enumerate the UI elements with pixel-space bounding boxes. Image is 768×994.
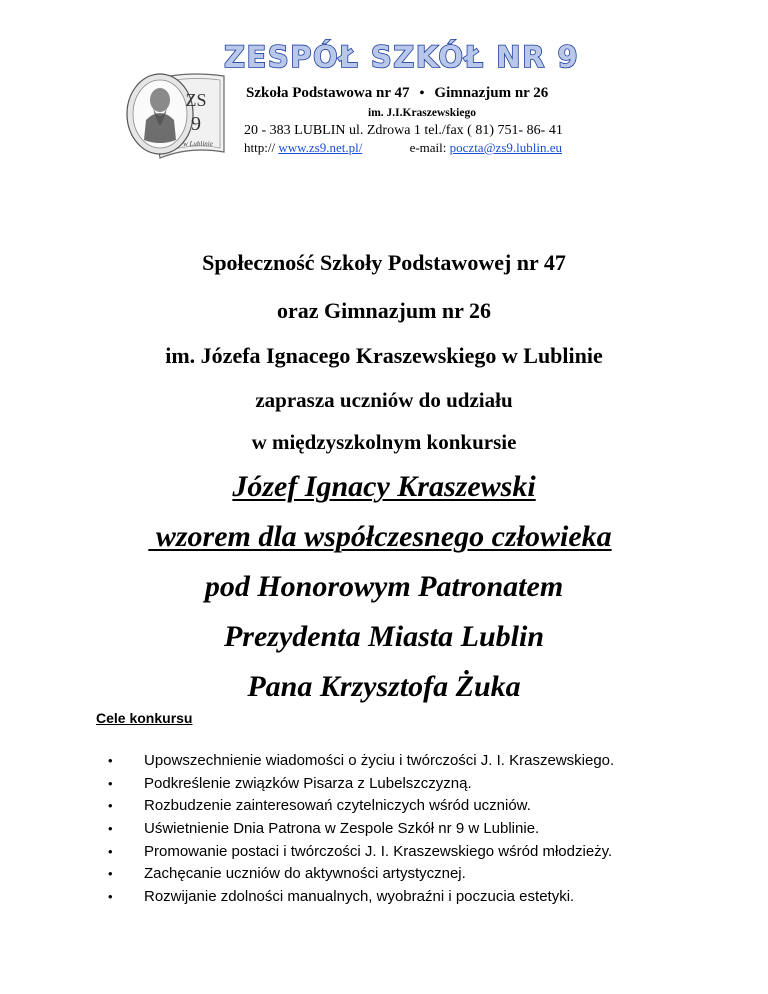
patron-line: im. J.I.Kraszewskiego [368, 107, 476, 119]
school-units-line [246, 85, 666, 102]
email-link[interactable]: poczta@zs9.lublin.eu [449, 140, 562, 155]
email-label: e-mail: [409, 140, 447, 155]
list-item: • Podkreślenie związków Pisarza z Lubelszczyzną. [108, 773, 614, 796]
goals-heading: Cele konkursu [96, 710, 193, 726]
junior-high-name: Gimnazjum nr 26 [434, 85, 549, 101]
bullet-icon: • [108, 753, 113, 768]
school-name-text: ZESPÓŁ SZKÓŁ NR 9 [224, 40, 580, 74]
bullet-icon: • [108, 798, 113, 814]
invitation-line-5: w międzyszkolnym konkursie [251, 430, 517, 454]
goals-list [108, 750, 614, 909]
list-item: • Rozwijanie zdolności manualnych, wyobraźni i poczucia estetyki. [108, 886, 614, 909]
list-item: • Upowszechnienie wiadomości o życiu i twórczości J. I. Kraszewskiego. [108, 750, 614, 773]
logo-mark-bottom: 9 [191, 113, 201, 135]
patronage-line-3: Pana Krzysztofa Żuka [247, 670, 521, 703]
contact-line [244, 140, 664, 156]
list-item: • Uświetnienie Dnia Patrona w Zespole Szkół nr 9 w Lublinie. [108, 818, 614, 841]
bullet-icon: • [108, 866, 113, 882]
list-item: • Rozbudzenie zainteresowań czytelniczych wśród uczniów. [108, 795, 614, 818]
invitation-line-3: im. Józefa Ignacego Kraszewskiego w Lublinie [165, 343, 603, 368]
bullet-icon: • [108, 775, 113, 791]
bullet-icon: • [108, 889, 113, 905]
website-link[interactable]: www.zs9.net.pl/ [278, 140, 363, 155]
list-item: • Promowanie postaci i twórczości J. I. Kraszewskiego wśród młodzieży. [108, 841, 614, 864]
logo-script-text: w Lublinie [183, 140, 213, 148]
contest-title-2: wzorem dla współczesnego człowieka [148, 520, 612, 553]
invitation-line-1: Społeczność Szkoły Podstawowej nr 47 [202, 250, 566, 275]
web-label: http:// [244, 140, 276, 155]
invitation-line-2: oraz Gimnazjum nr 26 [276, 298, 492, 323]
patronage-line-2: Prezydenta Miasta Lublin [223, 620, 545, 653]
bullet-icon: • [108, 843, 113, 859]
primary-school-name: Szkoła Podstawowa nr 47 [246, 85, 410, 101]
school-name-title [224, 36, 644, 76]
patronage-line-1: pod Honorowym Patronatem [204, 570, 564, 603]
contest-title-1: Józef Ignacy Kraszewski [232, 470, 536, 503]
logo-mark-top: ZS [185, 90, 207, 110]
school-crest-logo [120, 62, 232, 166]
separator-dot: • [419, 86, 425, 101]
list-item: • Zachęcanie uczniów do aktywności artystycznej. [108, 863, 614, 886]
address-line: 20 - 383 LUBLIN ul. Zdrowa 1 tel./fax ( 81) 751- 86- 41 [244, 123, 563, 138]
invitation-line-4: zaprasza uczniów do udziału [255, 388, 513, 412]
bullet-icon: • [108, 821, 113, 837]
